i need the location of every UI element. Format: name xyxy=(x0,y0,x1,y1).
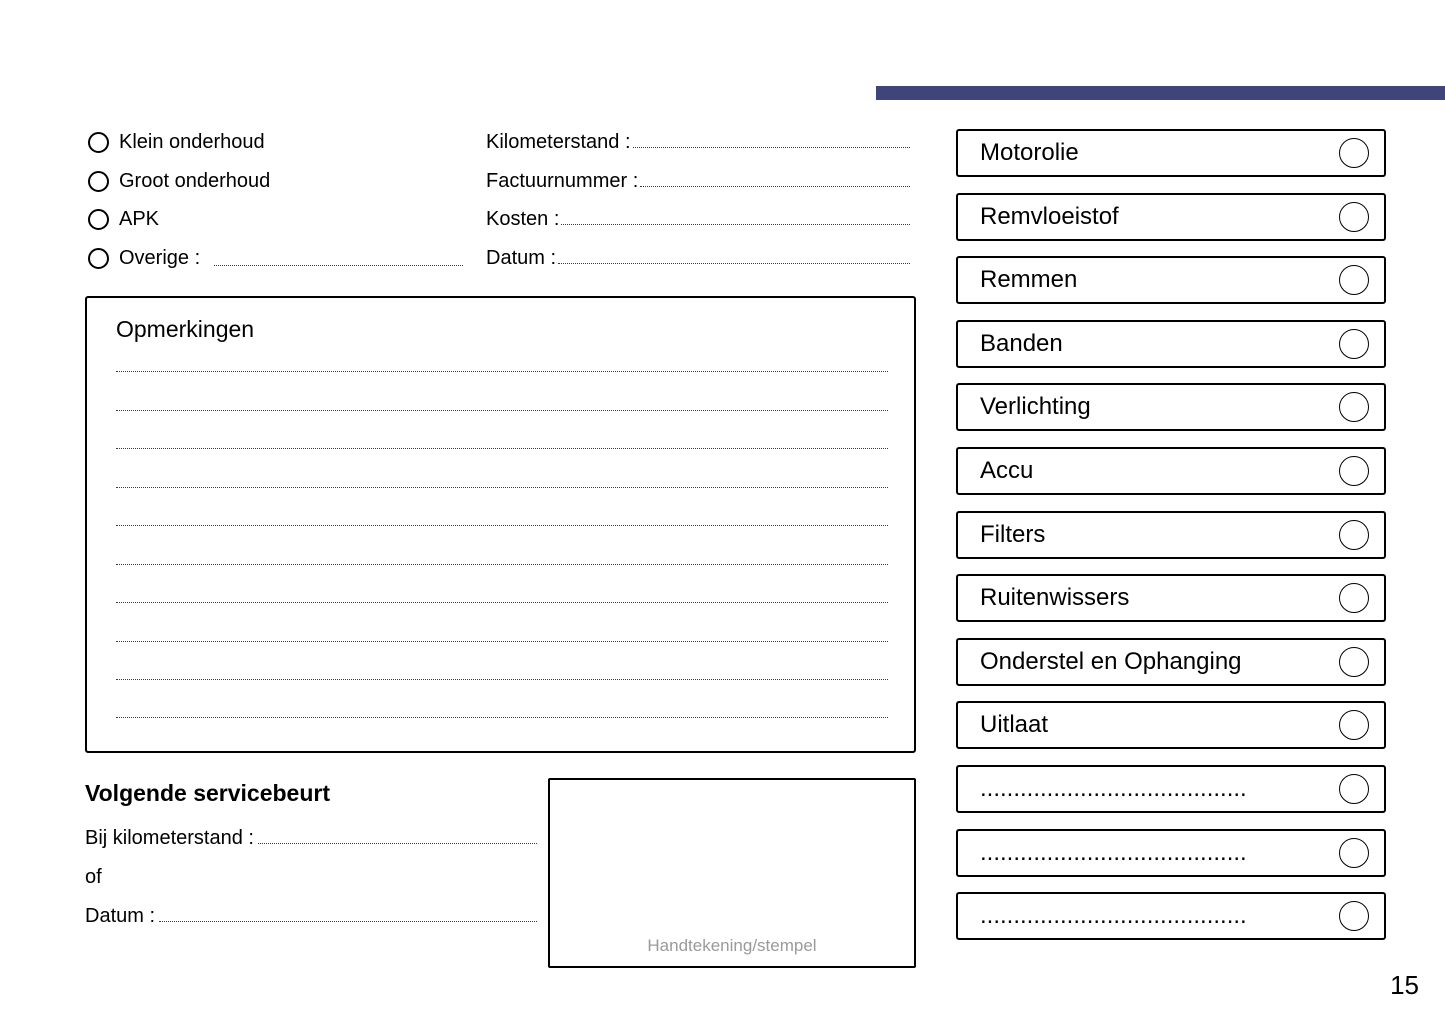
radio-circle[interactable] xyxy=(88,248,109,269)
checkbox-circle[interactable] xyxy=(1339,138,1369,168)
factuurnummer-fill-line xyxy=(640,183,910,187)
checklist-item-filters xyxy=(956,511,1386,559)
field-row-kilometerstand xyxy=(486,123,910,162)
next-service-section xyxy=(85,780,537,936)
checkbox-circle[interactable] xyxy=(1339,647,1369,677)
checklist-item-label: Verlichting xyxy=(980,393,1091,421)
checkbox-circle[interactable] xyxy=(1339,329,1369,359)
field-label: Datum : xyxy=(85,905,156,927)
overige-fill-line xyxy=(214,265,463,266)
radio-circle[interactable] xyxy=(88,209,109,230)
field-row-kosten xyxy=(486,200,910,239)
remarks-lines xyxy=(116,334,888,718)
field-label: Bij kilometerstand : xyxy=(85,827,254,849)
remarks-fill-line xyxy=(116,372,888,410)
checkbox-circle[interactable] xyxy=(1339,838,1369,868)
remarks-fill-line xyxy=(116,334,888,372)
next-service-km-fill-line xyxy=(258,840,537,844)
checklist-item-label: ........................................ xyxy=(980,838,1247,866)
remarks-fill-line xyxy=(116,526,888,564)
checklist-item-label: Remvloeistof xyxy=(980,202,1119,230)
checklist-item-label: Uitlaat xyxy=(980,711,1049,739)
remarks-fill-line xyxy=(116,642,888,680)
checklist-item-banden xyxy=(956,320,1386,368)
field-row-factuurnummer xyxy=(486,162,910,201)
field-label: of xyxy=(85,866,102,888)
checkbox-circle[interactable] xyxy=(1339,901,1369,931)
field-label: Datum : xyxy=(486,247,557,270)
checkbox-circle[interactable] xyxy=(1339,265,1369,295)
service-type-group xyxy=(88,123,463,278)
kilometerstand-fill-line xyxy=(633,144,910,148)
signature-label: Handtekening/stempel xyxy=(647,936,817,955)
invoice-fields xyxy=(486,123,910,278)
checklist-item-blank-2 xyxy=(956,829,1386,877)
checklist-item-remvloeistof xyxy=(956,193,1386,241)
checkbox-circle[interactable] xyxy=(1339,392,1369,422)
next-service-date-fill-line xyxy=(159,918,537,922)
remarks-box xyxy=(85,296,916,753)
radio-label: Groot onderhoud xyxy=(119,169,271,192)
field-row-datum xyxy=(486,239,910,278)
checkbox-circle[interactable] xyxy=(1339,583,1369,613)
checkbox-circle[interactable] xyxy=(1339,520,1369,550)
checklist-item-label: Filters xyxy=(980,520,1046,548)
checklist-item-blank-1 xyxy=(956,765,1386,813)
remarks-title: Opmerkingen xyxy=(116,316,255,342)
checkbox-circle[interactable] xyxy=(1339,202,1369,232)
remarks-fill-line xyxy=(116,680,888,718)
radio-circle[interactable] xyxy=(88,171,109,192)
page-number: 15 xyxy=(1390,970,1419,1000)
field-label: Kilometerstand : xyxy=(486,131,631,153)
checklist-item-label: Motorolie xyxy=(980,139,1079,166)
remarks-fill-line xyxy=(116,449,888,487)
datum-fill-line xyxy=(558,260,910,264)
next-service-km-row xyxy=(85,819,537,858)
radio-circle[interactable] xyxy=(88,132,109,153)
checklist-item-blank-3 xyxy=(956,892,1386,940)
checklist-item-uitlaat xyxy=(956,701,1386,749)
accent-bar xyxy=(876,86,1445,100)
checklist-item-ruitenwissers xyxy=(956,574,1386,622)
checklist-item-label: Remmen xyxy=(980,266,1078,294)
checklist-item-label: Ruitenwissers xyxy=(980,584,1130,612)
remarks-fill-line xyxy=(116,411,888,449)
remarks-fill-line xyxy=(116,488,888,526)
checklist-item-motorolie xyxy=(956,129,1386,177)
radio-row-groot-onderhoud xyxy=(88,162,463,201)
radio-row-overige xyxy=(88,239,463,278)
remarks-fill-line xyxy=(116,565,888,603)
checklist-item-label: Onderstel en Ophanging xyxy=(980,647,1242,675)
checklist-item-label: Accu xyxy=(980,456,1034,484)
checklist-item-accu xyxy=(956,447,1386,495)
checklist-item-remmen xyxy=(956,256,1386,304)
checklist-item-label: Banden xyxy=(980,329,1063,357)
checkbox-circle[interactable] xyxy=(1339,456,1369,486)
next-service-date-row xyxy=(85,897,537,936)
kosten-fill-line xyxy=(561,221,910,225)
radio-label: Overige : xyxy=(119,246,201,269)
radio-row-klein-onderhoud xyxy=(88,123,463,162)
next-service-title: Volgende servicebeurt xyxy=(85,780,330,806)
signature-box xyxy=(548,778,916,968)
checklist-item-label: ........................................ xyxy=(980,902,1247,930)
radio-label: Klein onderhoud xyxy=(119,130,265,153)
next-service-or-row xyxy=(85,858,537,897)
checklist-item-onderstel-en-ophanging xyxy=(956,638,1386,686)
checkbox-circle[interactable] xyxy=(1339,710,1369,740)
remarks-fill-line xyxy=(116,603,888,641)
checklist-item-label: ........................................ xyxy=(980,774,1247,802)
radio-label: APK xyxy=(119,208,160,231)
checklist-item-verlichting xyxy=(956,383,1386,431)
field-label: Kosten : xyxy=(486,208,560,231)
service-checklist xyxy=(956,129,1386,940)
checkbox-circle[interactable] xyxy=(1339,774,1369,804)
radio-row-apk xyxy=(88,200,463,239)
field-label: Factuurnummer : xyxy=(486,169,639,192)
